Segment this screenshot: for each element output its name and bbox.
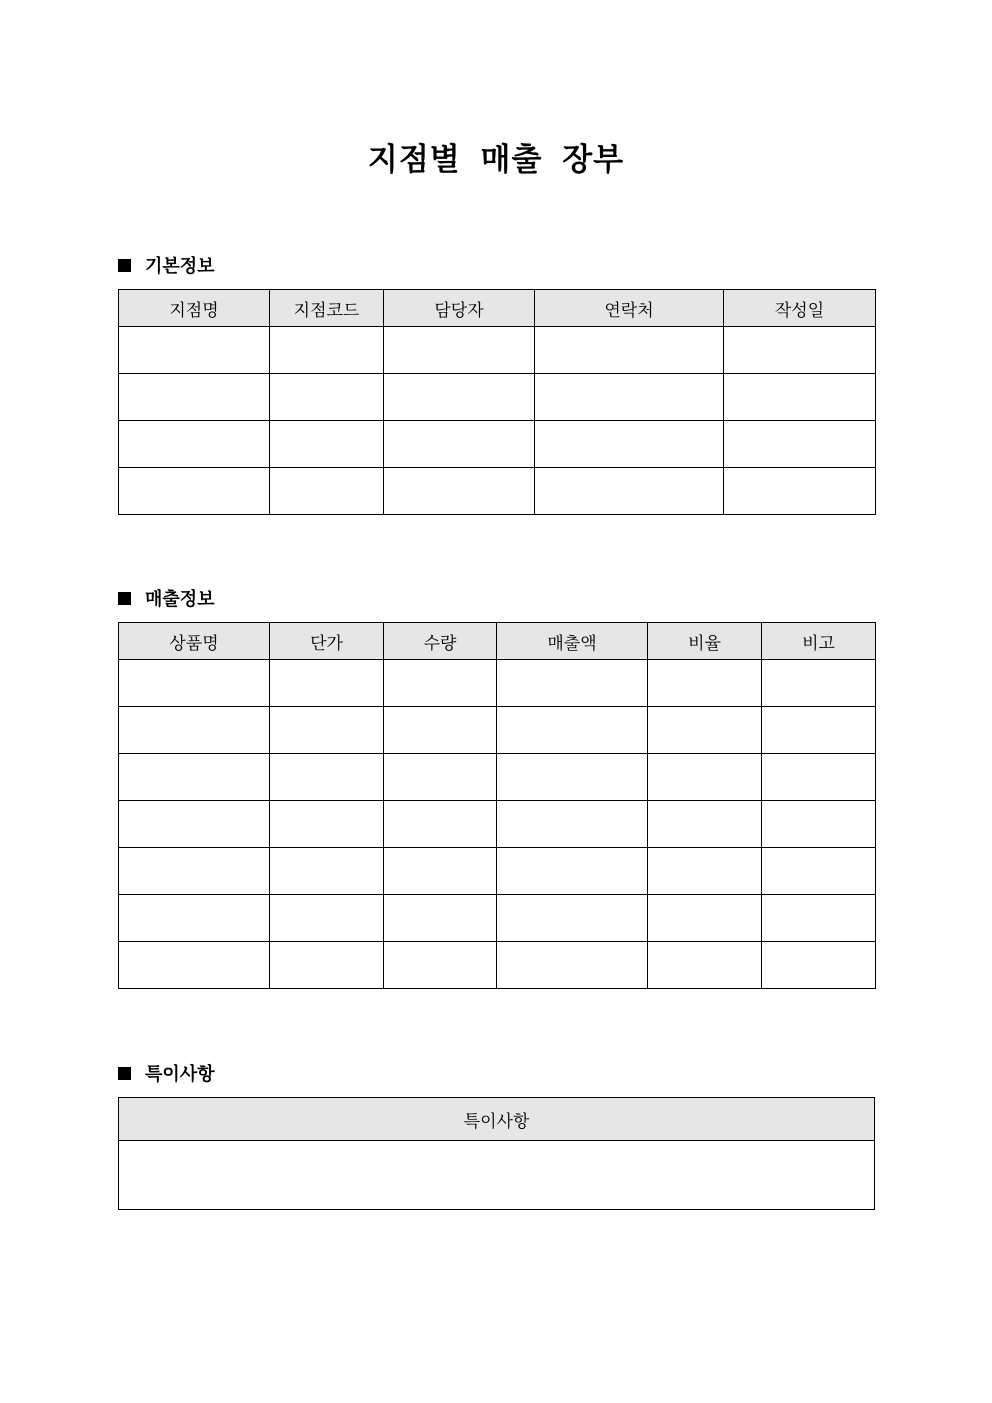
table-cell[interactable] — [119, 942, 270, 989]
table-cell[interactable] — [648, 754, 762, 801]
table-cell[interactable] — [535, 374, 724, 421]
table-cell[interactable] — [270, 801, 384, 848]
table-cell[interactable] — [119, 754, 270, 801]
table-cell[interactable] — [119, 660, 270, 707]
table-cell[interactable] — [384, 707, 497, 754]
table-row — [119, 801, 876, 848]
table-cell[interactable] — [119, 327, 270, 374]
table-cell[interactable] — [497, 895, 648, 942]
table-cell[interactable] — [497, 942, 648, 989]
table-row — [119, 468, 876, 515]
column-header-contact: 연락처 — [535, 290, 724, 327]
table-row — [119, 374, 876, 421]
table-cell[interactable] — [762, 942, 876, 989]
table-cell[interactable] — [119, 801, 270, 848]
table-header-row — [119, 623, 876, 660]
table-cell[interactable] — [270, 942, 384, 989]
table-cell[interactable] — [270, 327, 384, 374]
table-header-row — [119, 290, 876, 327]
table-cell[interactable] — [119, 468, 270, 515]
column-header-product-name: 상품명 — [119, 623, 270, 660]
column-header-remarks: 비고 — [762, 623, 876, 660]
table-cell[interactable] — [270, 374, 384, 421]
table-cell[interactable] — [724, 468, 876, 515]
table-cell[interactable] — [762, 660, 876, 707]
table-cell[interactable] — [497, 848, 648, 895]
table-cell[interactable] — [497, 707, 648, 754]
table-row — [119, 895, 876, 942]
table-cell[interactable] — [270, 468, 384, 515]
table-cell[interactable] — [762, 801, 876, 848]
table-cell[interactable] — [535, 327, 724, 374]
table-cell[interactable] — [648, 707, 762, 754]
table-row — [119, 421, 876, 468]
table-cell[interactable] — [270, 895, 384, 942]
table-cell[interactable] — [724, 374, 876, 421]
table-cell[interactable] — [648, 942, 762, 989]
section-title-label: 매출정보 — [145, 589, 215, 610]
table-row — [119, 707, 876, 754]
table-cell[interactable] — [384, 848, 497, 895]
sales-info-table — [118, 622, 876, 989]
square-bullet-icon — [118, 592, 131, 605]
column-header-date: 작성일 — [724, 290, 876, 327]
section-title-sales-info — [118, 586, 215, 610]
square-bullet-icon — [118, 259, 131, 272]
table-cell[interactable] — [648, 895, 762, 942]
table-cell[interactable] — [119, 374, 270, 421]
table-header-row — [119, 1098, 875, 1141]
table-cell[interactable] — [497, 801, 648, 848]
page-title: 지점별 매출 장부 — [367, 142, 625, 178]
basic-info-table — [118, 289, 876, 515]
column-header-notes: 특이사항 — [119, 1098, 875, 1141]
table-cell[interactable] — [724, 421, 876, 468]
table-cell[interactable] — [384, 421, 535, 468]
table-cell[interactable] — [384, 801, 497, 848]
table-row — [119, 754, 876, 801]
table-cell[interactable] — [648, 801, 762, 848]
table-cell[interactable] — [119, 895, 270, 942]
table-cell[interactable] — [384, 327, 535, 374]
column-header-unit-price: 단가 — [270, 623, 384, 660]
table-cell[interactable] — [497, 754, 648, 801]
column-header-branch-code: 지점코드 — [270, 290, 384, 327]
column-header-sales-amount: 매출액 — [497, 623, 648, 660]
section-title-basic-info — [118, 253, 215, 277]
column-header-branch-name: 지점명 — [119, 290, 270, 327]
table-cell[interactable] — [384, 374, 535, 421]
table-row — [119, 1141, 875, 1210]
table-cell[interactable] — [384, 660, 497, 707]
notes-content-cell[interactable] — [119, 1141, 875, 1210]
table-row — [119, 327, 876, 374]
square-bullet-icon — [118, 1067, 131, 1080]
table-row — [119, 848, 876, 895]
table-cell[interactable] — [762, 848, 876, 895]
section-title-label: 기본정보 — [145, 256, 215, 277]
table-cell[interactable] — [270, 848, 384, 895]
table-cell[interactable] — [119, 421, 270, 468]
table-cell[interactable] — [270, 421, 384, 468]
column-header-ratio: 비율 — [648, 623, 762, 660]
column-header-manager: 담당자 — [384, 290, 535, 327]
section-title-notes — [118, 1061, 215, 1085]
table-cell[interactable] — [119, 707, 270, 754]
table-cell[interactable] — [384, 754, 497, 801]
table-row — [119, 942, 876, 989]
column-header-quantity: 수량 — [384, 623, 497, 660]
table-cell[interactable] — [762, 707, 876, 754]
table-cell[interactable] — [535, 421, 724, 468]
table-cell[interactable] — [119, 848, 270, 895]
table-cell[interactable] — [384, 468, 535, 515]
table-cell[interactable] — [762, 754, 876, 801]
table-cell[interactable] — [497, 660, 648, 707]
table-cell[interactable] — [270, 660, 384, 707]
notes-table — [118, 1097, 875, 1210]
table-cell[interactable] — [535, 468, 724, 515]
table-cell[interactable] — [384, 942, 497, 989]
table-cell[interactable] — [270, 754, 384, 801]
section-title-label: 특이사항 — [145, 1064, 215, 1085]
table-cell[interactable] — [762, 895, 876, 942]
table-cell[interactable] — [648, 660, 762, 707]
table-cell[interactable] — [270, 707, 384, 754]
table-cell[interactable] — [724, 327, 876, 374]
table-row — [119, 660, 876, 707]
table-cell[interactable] — [384, 895, 497, 942]
table-cell[interactable] — [648, 848, 762, 895]
